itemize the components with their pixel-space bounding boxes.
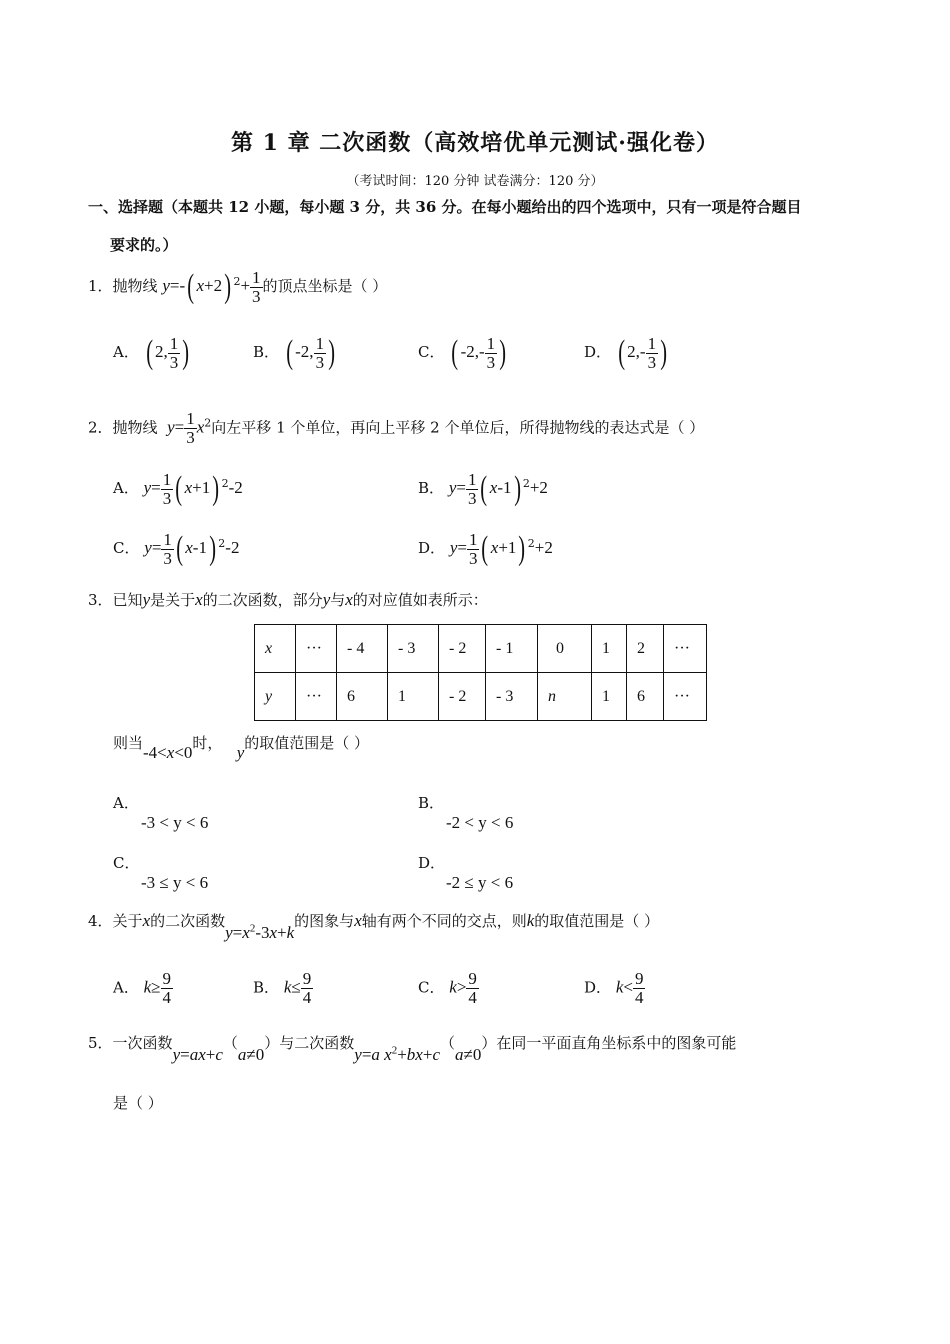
table-cell: 1 <box>592 625 627 673</box>
question-text: 轴有两个不同的交点，则 <box>361 912 527 930</box>
option-label: B． <box>253 978 280 997</box>
question-3: 3．已知y是关于x的二次函数，部分y与x的对应值如表所示： <box>88 590 488 609</box>
question-text: 关于 <box>112 912 143 930</box>
table-cell: 1 <box>388 673 439 721</box>
question-text: 抛物线 <box>112 418 158 437</box>
question-number: 2． <box>88 418 113 437</box>
question-text: 与 <box>330 591 346 609</box>
q2-option-d[interactable]: D． y= $\frac{1}{3}$ ( x+1) $^2$+2 <box>418 529 553 568</box>
option-label: C． <box>113 539 140 557</box>
q1-option-a[interactable]: A． ( 2, $\frac{1}{3}$ ) <box>113 333 190 372</box>
option-expression: -2 < y < 6 <box>446 813 514 832</box>
question-text: 则当 <box>113 734 144 752</box>
question-text: 已知 <box>112 591 143 609</box>
q4-option-c[interactable]: C． k> $\frac{9}{4}$ <box>418 969 477 1007</box>
option-label: D． <box>418 539 446 557</box>
question-number: 3． <box>88 591 113 609</box>
q3-option-b[interactable] <box>418 792 513 833</box>
q2-option-c[interactable]: C． y= $\frac{1}{3}$ ( x-1) $^2$-2 <box>113 529 240 568</box>
question-4: 4．关于x的二次函数$y=x^2-3x+k$的图象与x轴有两个不同的交点，则k的取值范围是（ ） <box>88 911 660 942</box>
table-cell: - 2 <box>439 625 486 673</box>
option-label: B． <box>418 479 445 497</box>
table-header-x: x <box>255 625 296 673</box>
exam-info: （考试时间：120 分钟 试卷满分：120 分） <box>346 174 604 189</box>
table-header-y: y <box>255 673 296 721</box>
page-title: 第 1 章 二次函数（高效培优单元测试·强化卷） <box>231 130 719 156</box>
option-label: B． <box>253 343 280 361</box>
q1-option-b[interactable]: B． ( -2, $\frac{1}{3}$ ) <box>253 333 336 372</box>
section-heading-cont: 要求的。） <box>110 236 178 254</box>
question-text: 的顶点坐标是（ ） <box>262 277 388 295</box>
q4-option-d[interactable]: D． k< $\frac{9}{4}$ <box>584 969 644 1007</box>
question-text: 的对应值如表所示： <box>352 591 488 609</box>
q3-option-a[interactable] <box>113 792 208 833</box>
q3-condition: 则当-4<x<0时， y的取值范围是（ ） <box>113 734 370 762</box>
option-expression: -3 ≤ y < 6 <box>141 873 209 892</box>
option-label: D． <box>418 854 446 872</box>
question-number: 4． <box>88 912 113 930</box>
question-text: 时， <box>192 734 223 752</box>
question-text: 向左平移 1 个单位，再向上平移 2 个单位后，所得抛物线的表达式是（ ） <box>211 418 705 437</box>
option-label: C． <box>113 854 140 872</box>
option-label: D． <box>584 343 612 361</box>
table-cell: 0 <box>538 625 592 673</box>
option-label: C． <box>418 978 445 997</box>
q1-option-c[interactable]: C． ( -2,- $\frac{1}{3}$ ) <box>418 333 507 372</box>
q3-option-c[interactable] <box>113 852 208 893</box>
question-text: 的二次函数，部分 <box>202 591 323 609</box>
option-expression: -2 ≤ y < 6 <box>446 873 514 892</box>
question-text: 一次函数 <box>112 1034 173 1052</box>
table-cell: 1 <box>592 673 627 721</box>
table-cell: 6 <box>627 673 664 721</box>
table-cell: n <box>538 673 592 721</box>
table-cell: 6 <box>337 673 388 721</box>
question-text: 的二次函数 <box>150 912 226 930</box>
question-text: 的取值范围是（ ） <box>244 734 370 752</box>
q2-option-a[interactable]: A． y= $\frac{1}{3}$ ( x+1) $^2$-2 <box>113 469 243 508</box>
option-expression: -3 < y < 6 <box>141 813 209 832</box>
table-row-y <box>255 673 707 721</box>
question-text: 是关于 <box>150 591 196 609</box>
question-text: 的图象与 <box>294 912 355 930</box>
option-label: D． <box>584 978 612 997</box>
section-heading: 一、选择题（本题共 12 小题，每小题 3 分，共 36 分。在每小题给出的四个选项中，只有一项是符合题目 <box>88 198 802 216</box>
table-cell: - 3 <box>388 625 439 673</box>
table-cell: ··· <box>664 625 707 673</box>
table-cell: - 1 <box>486 625 538 673</box>
q3-option-d[interactable] <box>418 852 513 893</box>
table-cell: - 4 <box>337 625 388 673</box>
question-1: 1．抛物线 y=-( x+2) $^2$+ $\frac{1}{3}$ 的顶点坐标是（ ） <box>88 267 388 306</box>
question-text: ）与二次函数 <box>264 1034 355 1052</box>
option-label: A． <box>113 479 139 497</box>
table-cell: ··· <box>296 625 337 673</box>
question-text: ）在同一平面直角坐标系中的图象可能 <box>481 1034 737 1052</box>
option-label: A． <box>113 343 139 361</box>
table-cell: - 2 <box>439 673 486 721</box>
value-table <box>254 624 707 721</box>
q4-option-a[interactable]: A． k≥ $\frac{9}{4}$ <box>113 969 172 1007</box>
table-cell: ··· <box>296 673 337 721</box>
table-cell: 2 <box>627 625 664 673</box>
q1-option-d[interactable]: D． ( 2,- $\frac{1}{3}$ ) <box>584 333 668 372</box>
table-cell: ··· <box>664 673 707 721</box>
question-2: 2．抛物线 y= $\frac{1}{3}$ $x^2$向左平移 1 个单位，再向上平移 2 个单位后，所得抛物线的表达式是（ ） <box>88 409 705 447</box>
q4-option-b[interactable]: B． k≤ $\frac{9}{4}$ <box>253 969 312 1007</box>
question-number: 5． <box>88 1034 113 1052</box>
option-label: A． <box>113 794 139 812</box>
option-label: C． <box>418 343 445 361</box>
q2-option-b[interactable]: B． y= $\frac{1}{3}$ ( x-1) $^2$+2 <box>418 469 548 508</box>
table-row-x <box>255 625 707 673</box>
question-number: 1． <box>88 277 113 295</box>
table-cell: - 3 <box>486 673 538 721</box>
option-label: A． <box>113 978 139 997</box>
question-5: 5．一次函数y=ax+c（a≠0）与二次函数y=a $x^2+bx+c(a\ne 0)$在同一平面直角坐标系中的图象可能 <box>88 1034 737 1064</box>
question-text: 的取值范围是（ ） <box>534 912 660 930</box>
question-5-cont: 是（ ） <box>113 1094 163 1112</box>
option-label: B． <box>418 794 445 812</box>
question-text: 抛物线 <box>112 277 158 295</box>
